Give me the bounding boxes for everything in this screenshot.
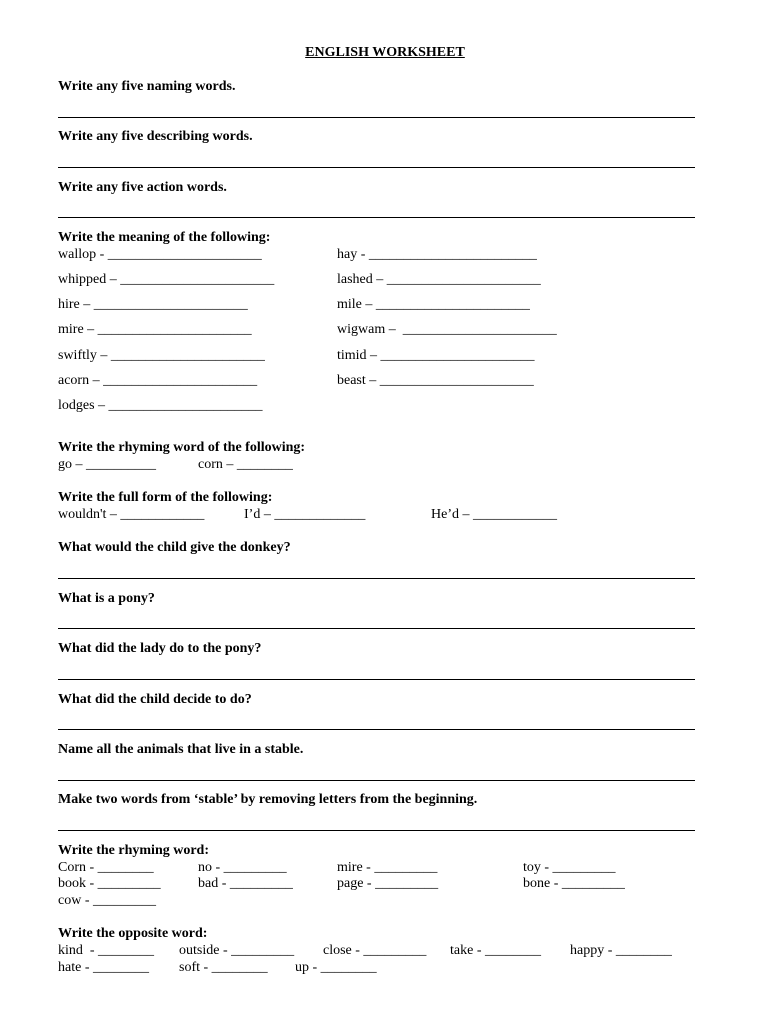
meaning-item: mire – ______________________ (58, 322, 252, 337)
full-form-heading: Write the full form of the following: (58, 490, 273, 505)
answer-line (58, 167, 695, 168)
rhyming-word-item: no - _________ (198, 860, 287, 875)
meaning-heading: Write the meaning of the following: (58, 230, 271, 245)
rhyming-word-item: toy - _________ (523, 860, 616, 875)
meaning-item: lodges – ______________________ (58, 398, 263, 413)
meaning-item: hay - ________________________ (337, 247, 537, 262)
full-form-item: wouldn't – ____________ (58, 507, 205, 522)
answer-line (58, 679, 695, 680)
answer-line (58, 830, 695, 831)
rhyming-word-item: Corn - ________ (58, 860, 154, 875)
answer-line (58, 217, 695, 218)
question-lady: What did the lady do to the pony? (58, 641, 262, 656)
question-donkey: What would the child give the donkey? (58, 540, 291, 555)
opposite-word-heading: Write the opposite word: (58, 926, 208, 941)
worksheet-title: ENGLISH WORKSHEET (305, 45, 465, 60)
opposite-word-item: close - _________ (323, 943, 427, 958)
rhyming-heading: Write the rhyming word of the following: (58, 440, 306, 455)
meaning-item: timid – ______________________ (337, 348, 535, 363)
full-form-item: I’d – _____________ (244, 507, 366, 522)
meaning-item: beast – ______________________ (337, 373, 534, 388)
question-describing-words: Write any five describing words. (58, 129, 253, 144)
meaning-item: acorn – ______________________ (58, 373, 258, 388)
rhyming-word-heading: Write the rhyming word: (58, 843, 209, 858)
answer-line (58, 780, 695, 781)
question-animals: Name all the animals that live in a stable. (58, 742, 304, 757)
question-stable: Make two words from ‘stable’ by removing letters from the beginning. (58, 792, 478, 807)
opposite-word-item: up - ________ (295, 960, 377, 975)
answer-line (58, 117, 695, 118)
rhyming-word-item: cow - _________ (58, 893, 156, 908)
opposite-word-item: happy - ________ (570, 943, 672, 958)
meaning-item: whipped – ______________________ (58, 272, 275, 287)
question-action-words: Write any five action words. (58, 180, 227, 195)
meaning-item: swiftly – ______________________ (58, 348, 265, 363)
answer-line (58, 628, 695, 629)
meaning-item: wigwam – ______________________ (337, 322, 557, 337)
question-naming-words: Write any five naming words. (58, 79, 236, 94)
opposite-word-item: take - ________ (450, 943, 541, 958)
rhyming-word-item: bad - _________ (198, 876, 293, 891)
meaning-item: hire – ______________________ (58, 297, 248, 312)
rhyming-word-item: book - _________ (58, 876, 161, 891)
full-form-item: He’d – ____________ (431, 507, 557, 522)
meaning-item: wallop - ______________________ (58, 247, 262, 262)
meaning-item: mile – ______________________ (337, 297, 530, 312)
question-decide: What did the child decide to do? (58, 692, 252, 707)
opposite-word-item: kind - ________ (58, 943, 155, 958)
answer-line (58, 578, 695, 579)
rhyming-item: corn – ________ (198, 457, 293, 472)
rhyming-item: go – __________ (58, 457, 156, 472)
rhyming-word-item: page - _________ (337, 876, 439, 891)
answer-line (58, 729, 695, 730)
opposite-word-item: soft - ________ (179, 960, 268, 975)
rhyming-word-item: mire - _________ (337, 860, 438, 875)
meaning-item: lashed – ______________________ (337, 272, 541, 287)
opposite-word-item: outside - _________ (179, 943, 295, 958)
question-pony: What is a pony? (58, 591, 155, 606)
opposite-word-item: hate - ________ (58, 960, 149, 975)
rhyming-word-item: bone - _________ (523, 876, 625, 891)
